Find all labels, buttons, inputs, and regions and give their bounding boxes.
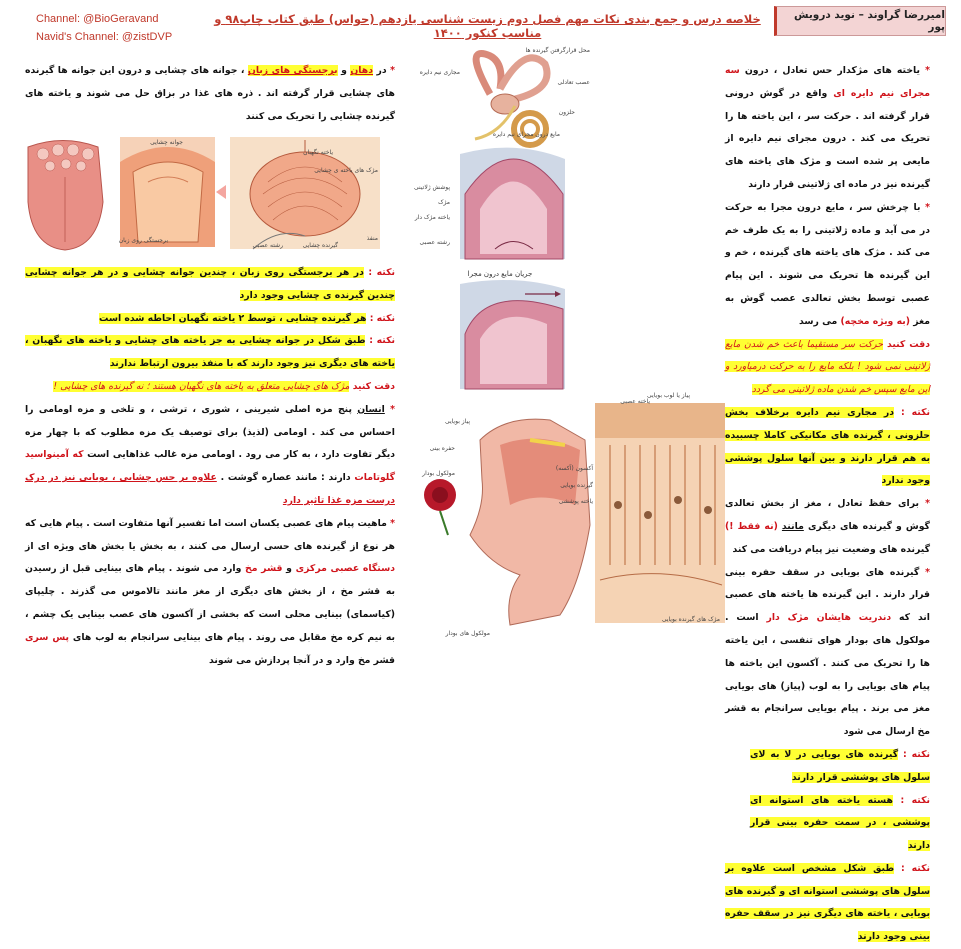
bud-label-0: یاخته نگهبان — [303, 149, 333, 156]
para-note-other-cells — [25, 330, 395, 376]
ear-label-1: محل قرارگرفتن گیرنده ها — [525, 47, 590, 54]
attention-label: دقت کنید — [886, 338, 930, 350]
ampulla-illustration-1 — [460, 148, 565, 259]
text-red: قشر مخ — [245, 563, 283, 575]
channel-1[interactable]: Channel: @BioGeravand — [36, 13, 159, 25]
nose-label-3: یاخته عصبی — [620, 398, 650, 405]
canal-label-4: رشته عصبی — [419, 239, 450, 246]
bud-label-4: رشته عصبی — [252, 242, 283, 249]
note-label: نکته : — [901, 862, 930, 874]
ampulla-illustration-2 — [460, 280, 565, 389]
bullet: * — [925, 566, 930, 578]
right-column — [725, 60, 930, 949]
note-label: نکته : — [368, 267, 395, 278]
bullet: * — [390, 65, 395, 76]
text-red: پس سری — [25, 631, 69, 643]
highlighted-text: طبق شکل مشخص است علاوه بر سلول های پوششی استوانه ای و گیرنده های بویایی ، یاخته های دیگری نیز در سقف حفره بینی وجود دارند — [725, 862, 930, 943]
text-red: برجستگی های زبان — [247, 65, 338, 76]
channel-info — [36, 10, 172, 46]
text-red: دستگاه عصبی مرکزی — [295, 563, 395, 575]
para-head-rotation — [725, 197, 930, 334]
bud-label-2: منفذ — [366, 235, 378, 242]
bud-label-3: گیرنده چشایی — [302, 242, 338, 249]
text-red: سه مجرای نیم دایره ای — [725, 65, 930, 99]
canal-label-1: پوشش ژلاتینی — [414, 184, 450, 191]
highlighted-text: هر گیرنده چشایی ، توسط ۲ یاخته نگهبان احاطه شده است — [99, 312, 367, 324]
highlighted-handwritten: حرکت سر مستقیما باعث خم شدن مایع ژلاتینی نمی شود ! بلکه مایع را به حرکت درمیاورد و این مایع سپس خم شدن ماده ژلاتینی می گردد — [725, 338, 930, 396]
ear-figure — [405, 44, 595, 399]
para-note-smell-1 — [750, 744, 930, 790]
authors-text: امیررضا گراوند – نوید درویش پور — [794, 9, 945, 33]
note-label: نکته : — [369, 335, 395, 347]
tongue-illustration — [28, 141, 103, 251]
text-underlined: مانند — [781, 520, 804, 532]
papilla-illustration — [120, 137, 215, 247]
text: می رسد — [799, 315, 838, 327]
text: برای حفظ تعادل ، مغز از بخش تعالدی گوش و گیرنده های دیگری — [725, 498, 930, 532]
text: ، جوانه های چشایی و درون این جوانه ها گیرنده های چشایی قرار گرفته اند . ذره های غذا در بزاق حل می شوند و یاخته های گیرنده چشایی را تحریک می کنند — [25, 65, 395, 122]
note-label: نکته : — [903, 748, 930, 760]
page-title-text: خلاصه درس و جمع بندی نکات مهم فصل دوم زیست شناسی یازدهم (حواس) طبق کتاب چاپ۹۸ و مناسب کنکور ۱۴۰۰ — [214, 12, 761, 40]
rose-illustration — [424, 479, 456, 535]
text-red: (نه فقط !) — [725, 520, 778, 532]
text: است . مولکول های بودار هوای تنفسی ، این یاخته ها را تحریک می کنند . آکسون این یاخته ها پیام های بویایی را به لوب (پیاز) های بویایی مغز می برند . پیام بویایی سرانجام به قشر مخ ارسال می شود — [725, 612, 930, 738]
nose-label-8: مولکول های بودار — [445, 630, 490, 637]
canal-label-2: مژک — [438, 199, 450, 206]
bullet: * — [925, 65, 930, 76]
bullet: * — [925, 201, 930, 213]
canal-label-3: یاخته مژک دار — [414, 214, 450, 221]
para-taste-buds — [25, 60, 395, 128]
bullet: * — [390, 517, 395, 529]
authors-box — [774, 6, 946, 36]
para-note-papilla — [25, 262, 395, 308]
bud-label-1: مژک های یاخته ی چشایی — [314, 167, 378, 174]
note-label: نکته : — [369, 312, 395, 324]
bullet: * — [390, 403, 395, 415]
para-attention-note — [725, 334, 930, 402]
highlighted-handwritten: مژک های چشایی متعلق به یاخته های نگهبان هستند ؛ نه گیرنده های چشایی ! — [53, 380, 350, 392]
highlighted-text: طبق شکل در جوانه چشایی به جز یاخته های چشایی و یاخته های نگهبان ، یاخته های دیگری نیز وجود دارند که با منفذ بیرون ارتباط ندارند — [25, 335, 395, 370]
nose-label-7: یاخته پوششی — [558, 498, 593, 505]
text: و — [286, 563, 292, 575]
text: با چرخش سر ، مایع درون مجرا به حرکت در می آید و ماده ژلاتینی را به یک طرف خم می کند . مژک های یاخته های گیرنده ، خم و این گیرنده ها تحریک می شوند . این پیام عصبی توسط بخش تعالدی عصب گوش به مغز — [725, 201, 930, 327]
nose-label-9: مژک های گیرنده بویایی — [661, 616, 720, 623]
nasal-cavity-illustration — [470, 419, 590, 625]
para-nerve-signals — [25, 513, 395, 673]
text: دارند : مانند عصاره گوشت . — [220, 472, 351, 484]
nose-label-6: گیرنده بویایی — [560, 482, 593, 489]
text: پنج مزه اصلی شیرینی ، شوری ، ترشی ، و تلخی و مزه اومامی را احساس می کند . اومامی (لذیذ) برای توصیف یک مزه مطلوب که با چهار مزه دیگر تفاوت دارد ، به کار می رود . اومامی مزه غالب غذاهایی است — [25, 403, 395, 461]
text-red: دهان — [350, 65, 374, 76]
text: یاخته های مژکدار حس تعادل ، درون — [744, 65, 921, 76]
para-note-guard — [25, 308, 395, 331]
text-underlined: انسان — [357, 403, 385, 415]
text: و — [341, 65, 347, 76]
para-balance-brain — [725, 493, 930, 561]
left-column-upper — [25, 60, 395, 128]
canal-label-0: مایع درون مجرای نیم دایره — [492, 131, 560, 138]
ear-label-0: مجاری نیم دایره — [419, 69, 460, 76]
canal-caption: جریان مایع درون مجرا — [467, 270, 533, 278]
highlighted-text: در هر برجستگی روی زبان ، چندین جوانه چشایی و در هر جوانه چشایی چندین گیرنده ی چشایی وجود دارد — [25, 267, 395, 301]
note-label: نکته : — [901, 406, 930, 418]
para-balance-cells — [725, 60, 930, 197]
highlighted-text: در مجاری نیم دایره برخلاف بخش حلزونی ، گیرنده های مکانیکی کاملا چسبیده به هم قرار دارند و بین آنها سلول پوششی وجود ندارد — [725, 406, 930, 487]
bullet: * — [925, 498, 930, 510]
highlighted-text: هسته یاخته های استوانه ای پوششی ، در سمت حفره بینی قرار دارند — [750, 794, 930, 852]
nose-label-5: آکسون (آکسه) — [555, 465, 593, 472]
text: واقع در گوش درونی قرار گرفته اند . حرکت سر ، این یاخته ها را تحریک می کند . درون مجرای نیم دایره از مایعی پر شده است و مژک های یاخته های گیرنده نیز در ماده ای ژلاتینی قرار دارند — [725, 87, 930, 190]
para-note-canals — [725, 402, 930, 493]
para-five-tastes — [25, 399, 395, 513]
highlighted-text: گیرنده های بویایی در لا به لای سلول های پوششی قرار دارند — [750, 748, 930, 783]
text: قشر مخ وارد و در آنجا پردازش می شوند — [209, 654, 395, 666]
page-title — [210, 12, 765, 40]
text: وارد می شوند . پیام های بینایی قبل از رسیدن به قشر مخ ، از بخش های دیگری از مغز مانند تالاموس می گذرند . چلیپای (کیاسمای) بینایی محلی است که بخشی از آکسون های عصب بینایی یک چشم ، به نیم کره مخ مقابل می روند . پیام های بینایی سرانجام به لوب های — [25, 563, 395, 643]
text-red-underlined: علاوه بر حس چشایی ، بویایی نیز در درک درست مزه غذا تاثیر دارد — [25, 472, 395, 506]
nose-label-2: مولکول بودار — [422, 470, 455, 477]
olfactory-epithelium-illustration — [595, 403, 725, 623]
text: ماهیت پیام های عصبی یکسان است اما تفسیر آنها متفاوت است . پیام هایی که هر نوع از گیرنده های حسی ارسال می کنند ، به بخش یا بخش های ویژه ای از — [25, 517, 395, 552]
tongue-label: برجستگی روی زبان — [118, 237, 168, 244]
arrow-1 — [216, 185, 226, 199]
note-label: نکته : — [900, 794, 930, 806]
nose-figure — [410, 385, 725, 640]
attention-label: دقت کنید — [352, 380, 395, 392]
nose-label-1: حفره بینی — [429, 445, 455, 452]
left-column-lower — [25, 262, 395, 672]
para-attention-cilia — [25, 376, 395, 399]
ear-label-3: حلزون — [558, 109, 575, 116]
para-note-smell-3 — [725, 858, 930, 949]
nose-label-0: پیاز بویایی — [444, 418, 470, 425]
nose-label-4: پیاز یا لوب بویایی — [647, 392, 690, 399]
text: در — [376, 65, 387, 76]
channel-2[interactable]: Navid's Channel: @zistDVP — [36, 31, 173, 43]
text: گیرنده های وضعیت نیز پیام دریافت می کند — [732, 543, 930, 555]
tongue-figure — [8, 132, 388, 257]
ear-label-2: عصب تعادلی — [557, 79, 590, 86]
text-red: دندریت هایشان مژک دار — [766, 612, 892, 624]
papilla-label: جوانه چشایی — [150, 139, 183, 146]
para-smell-receptors — [725, 562, 930, 744]
text-red: (به ویژه مخچه) — [840, 315, 910, 327]
para-note-smell-2 — [750, 790, 930, 858]
text: گیرنده های بویایی در سقف حفره بینی قرار دارند . این گیرنده ها یاخته های عصبی اند که — [725, 566, 930, 624]
text-red: که آمینواسید گلوتامات — [25, 449, 395, 484]
